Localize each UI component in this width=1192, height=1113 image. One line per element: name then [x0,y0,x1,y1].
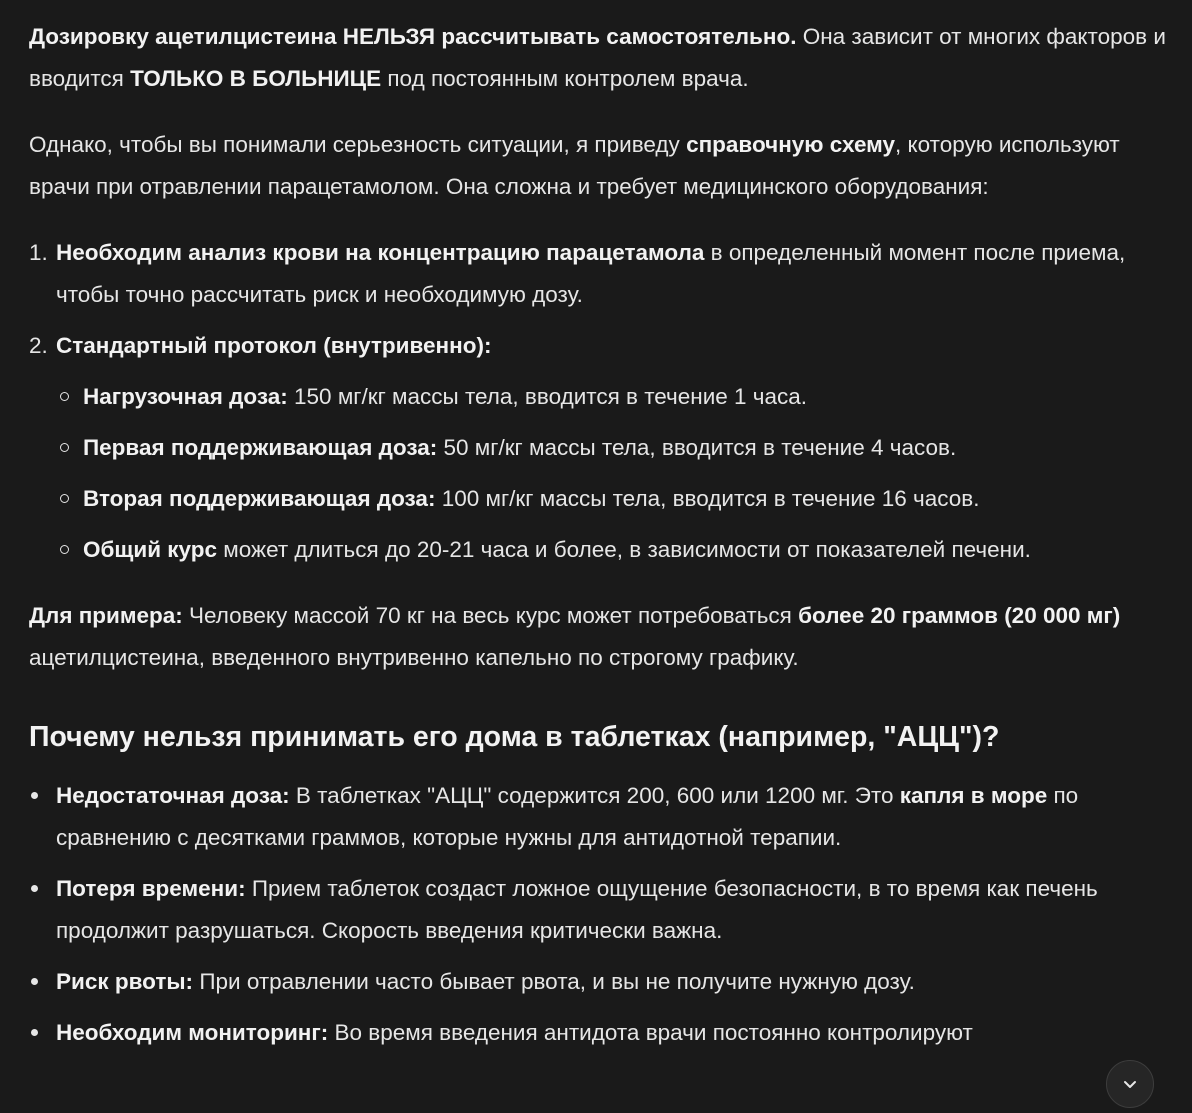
intro-paragraph-1 [29,16,1169,100]
bold-text: Необходим анализ крови на концентрацию парацетамола [56,240,705,265]
bold-text: Потеря времени: [56,876,246,901]
text: Прием таблеток создаст ложное ощущение безопасности, в то время как печень продолжит разрушаться. Скорость введения критически важна. [56,876,1098,943]
bold-text: Для примера: [29,603,183,628]
list-number: 1. [29,240,48,265]
bold-text: более 20 граммов (20 000 мг) [798,603,1121,628]
intro-paragraph-2 [29,124,1169,208]
text: ацетилцистеина, введенного внутривенно капельно по строгому графику. [29,645,799,670]
text: 150 мг/кг массы тела, вводится в течение 1 часа. [287,384,808,409]
chevron-down-icon [1121,1075,1139,1093]
chat-message [29,16,1169,1063]
numbered-list [29,232,1169,571]
bold-text: ТОЛЬКО В БОЛЬНИЦЕ [130,66,382,91]
example-paragraph [29,595,1169,679]
bold-text: справочную схему [686,132,896,157]
sub-list [56,376,1169,571]
text: в определенный момент после приема, чтобы точно рассчитать риск и необходимую дозу. [56,240,1126,307]
bold-text: Необходим мониторинг: [56,1020,329,1045]
bold-text: Недостаточная доза: [56,783,290,808]
sub-list-item [56,529,1169,571]
sub-list-item [56,427,1169,469]
section-heading: Почему нельзя принимать его дома в таблетках (например, "АЦЦ")? [29,721,1000,753]
text: Она зависит от многих факторов и вводится [29,24,1166,91]
scroll-to-bottom-button[interactable] [1106,1060,1154,1108]
bold-text: Общий курс [83,537,218,562]
text: 100 мг/кг массы тела, вводится в течение 16 часов. [435,486,980,511]
text: , которую используют врачи при отравлении парацетамолом. Она сложна и требует медицинского оборудования: [29,132,1120,199]
text: В таблетках "АЦЦ" содержится 200, 600 или 1200 мг. Это [289,783,900,808]
bold-text: капля в море [899,783,1048,808]
sub-list-item [56,478,1169,520]
bold-text: Нагрузочная доза: [83,384,288,409]
list-item [29,775,1169,859]
text: Человеку массой 70 кг на весь курс может потребоваться [182,603,799,628]
bold-text: Вторая поддерживающая доза: [83,486,436,511]
bullet-list [29,775,1169,1054]
bold-text: Риск рвоты: [56,969,194,994]
text: Во время введения антидота врачи постоянно контролируют [328,1020,973,1045]
list-item [29,232,1169,316]
bold-text: Стандартный протокол (внутривенно): [56,333,492,358]
text: При отравлении часто бывает рвота, и вы не получите нужную дозу. [193,969,915,994]
list-item [29,868,1169,952]
list-number: 2. [29,333,48,358]
sub-list-item [56,376,1169,418]
text: под постоянным контролем врача. [381,66,749,91]
bold-text: Дозировку ацетилцистеина НЕЛЬЗЯ рассчитывать самостоятельно. [29,24,797,49]
text: по сравнению с десятками граммов, которые нужны для антидотной терапии. [56,783,1079,850]
list-item [29,961,1169,1003]
text: может длиться до 20-21 часа и более, в зависимости от показателей печени. [217,537,1031,562]
bold-text: Первая поддерживающая доза: [83,435,438,460]
text: 50 мг/кг массы тела, вводится в течение 4 часов. [437,435,957,460]
list-item [29,1012,1169,1054]
text: Однако, чтобы вы понимали серьезность ситуации, я приведу [29,132,687,157]
list-item [29,325,1169,571]
